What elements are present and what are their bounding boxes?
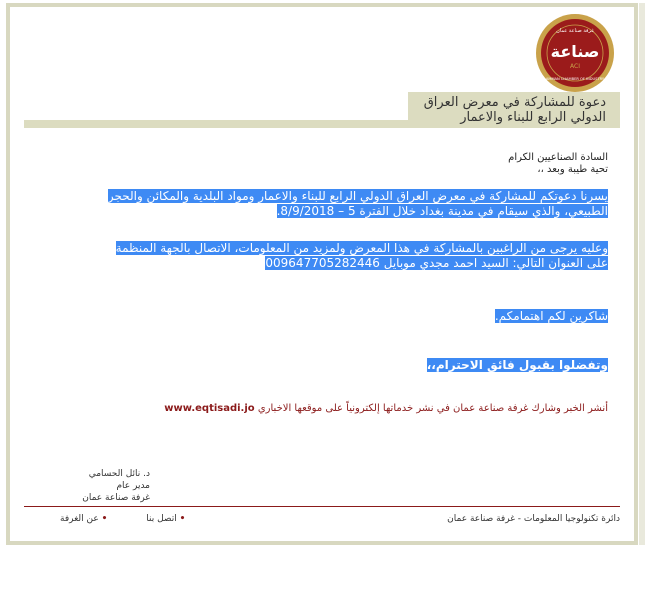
logo-org-ar: غرفة صناعة عمان (556, 28, 594, 34)
invitation-paragraph: يسرنا دعوتكم للمشاركة في معرض العراق الدولي الرابع للبناء والاعمار ومواد البلدية والمكائن والحجر الطبيعي، والذي سيقام في مدينة بغداد خلال الفترة 5 – 8/9/2018. (107, 189, 608, 218)
signer-role: مدير عام (116, 481, 150, 491)
chamber-logo (534, 12, 616, 94)
logo-name: صناعة (550, 42, 600, 61)
share-note: أنشر الخبر وشارك غرفة صناعة عمان في نشر خدماتها إلكترونياً على موقعها الاخباري www.eqtisadi.jo (164, 403, 608, 414)
contact-link[interactable]: • اتصل بنا (146, 514, 186, 524)
footer-links (24, 514, 185, 524)
page-title: دعوة للمشاركة في معرض العراق الدولي الرابع للبناء والاعمار (423, 95, 606, 125)
thanks-line: شاكرين لكم اهتمامكم. (494, 309, 608, 323)
eqtisadi-link[interactable]: www.eqtisadi.jo (164, 403, 255, 414)
logo-org-en: AMMAN CHAMBER OF INDUSTRY (545, 77, 605, 81)
about-link[interactable]: • عن الغرفة (60, 514, 108, 524)
logo-sub: ACI (570, 63, 580, 70)
title-band (24, 92, 620, 128)
footer-divider (24, 506, 620, 507)
contact-paragraph: وعليه يرجى من الراغبين بالمشاركة في هذا المعرض ولمزيد من المعلومات، الاتصال بالجهة المنظمة على العنوان التالي: السيد احمد مجدي موبايل 009647705282446 (115, 241, 608, 270)
signer-name: د. نائل الحسامي (88, 469, 150, 479)
signature (30, 468, 150, 504)
closing-line: وتفضلوا بقبول فائق الاحترام،، (426, 358, 608, 372)
frame-shadow (639, 3, 645, 545)
signer-org: غرفة صناعة عمان (82, 493, 150, 503)
greeting: السادة الصناعيين الكرام تحية طيبة وبعد ،، (508, 152, 608, 175)
footer-dept: دائرة تكنولوجيا المعلومات - غرفة صناعة عمان (447, 514, 620, 524)
